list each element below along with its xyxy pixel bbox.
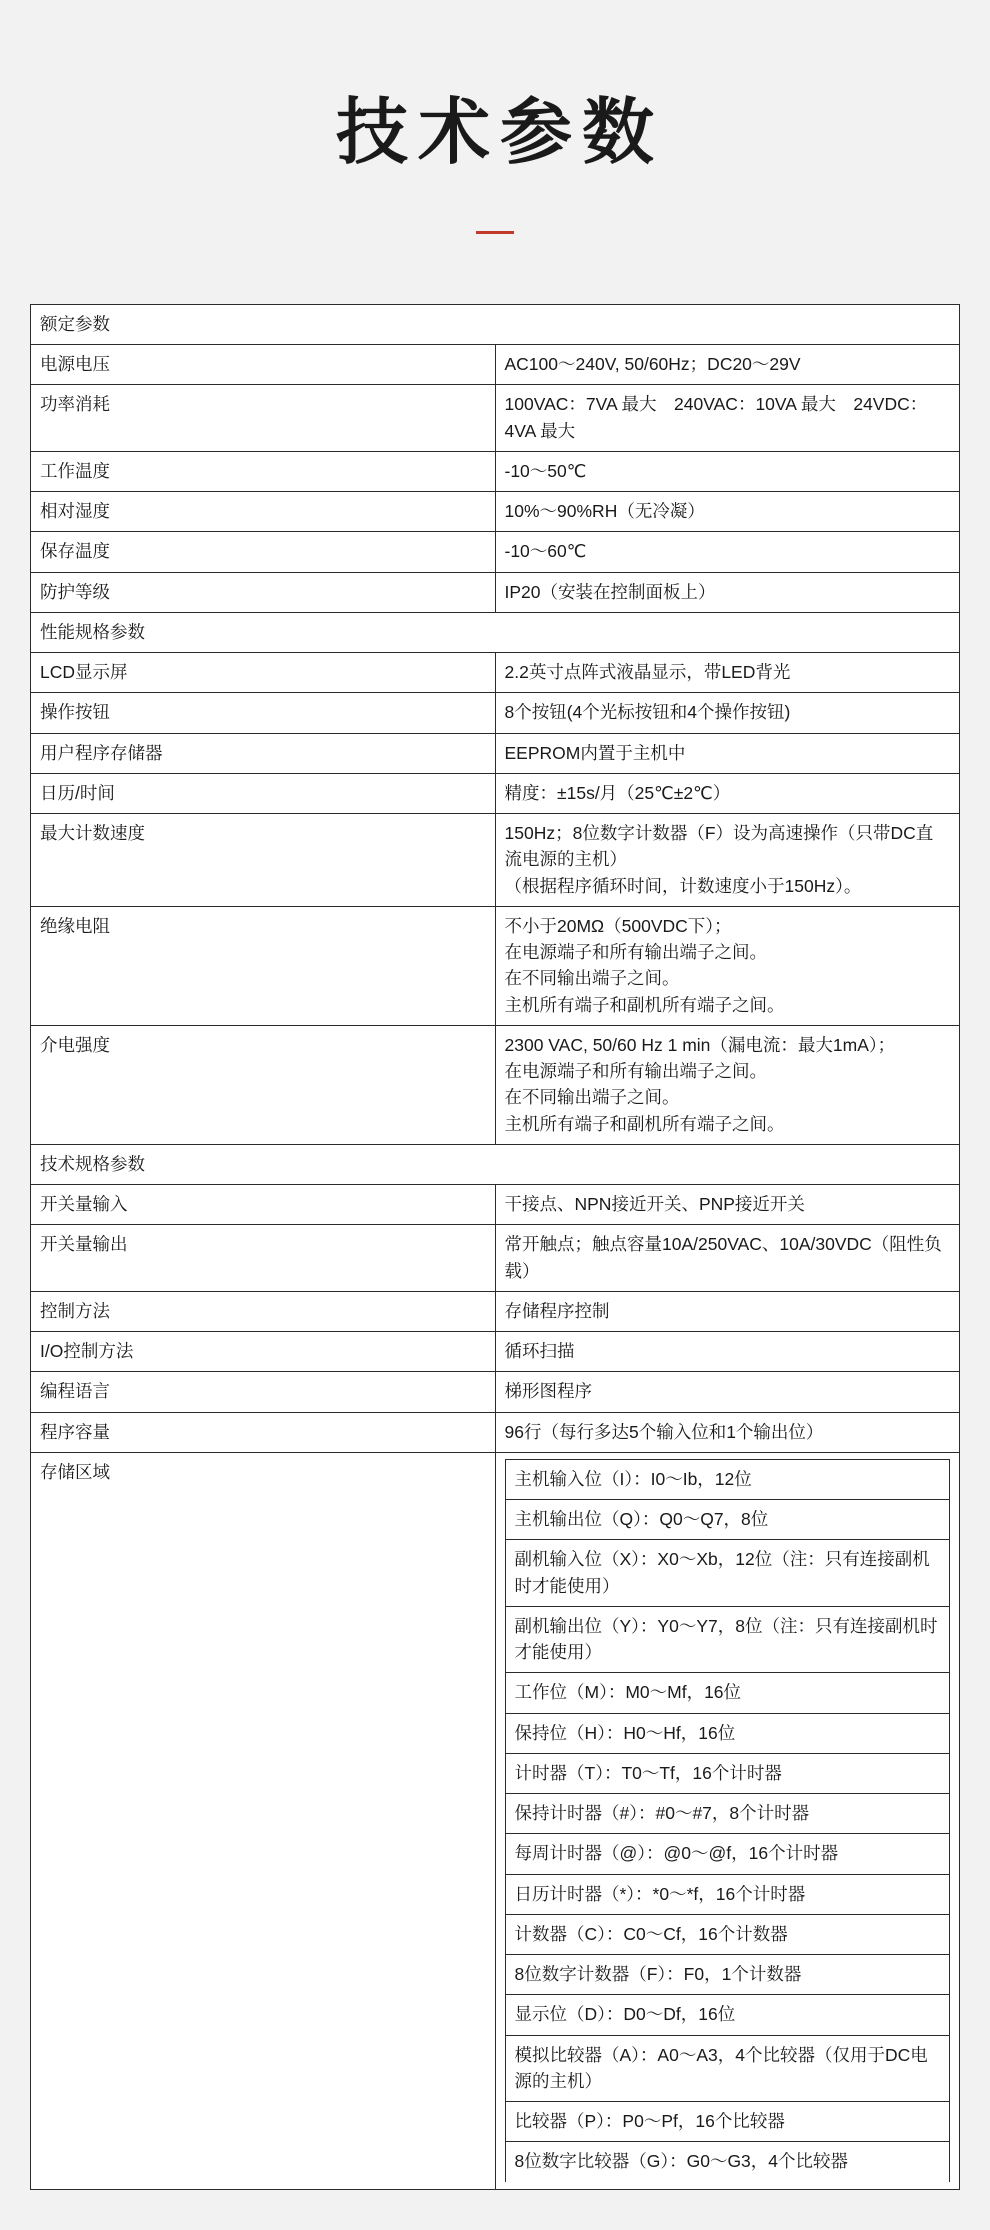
list-item-text: 日历计时器（*）：*0〜*f，16个计时器 <box>505 1874 950 1914</box>
list-item-text: 主机输入位（I）：I0〜Ib，12位 <box>505 1459 950 1499</box>
row-value <box>495 733 960 773</box>
row-value-line: 150Hz；8位数字计数器（F）设为高速操作（只带DC直流电源的主机） <box>504 823 934 870</box>
row-label: 日历/时间 <box>31 773 496 813</box>
row-value-line: 不小于20MΩ（500VDC下）； <box>504 915 732 936</box>
row-value-line: 在电源端子和所有输出端子之间。 <box>504 942 767 963</box>
row-label: 功率消耗 <box>31 385 496 452</box>
row-value-line: 在不同输出端子之间。 <box>504 968 680 989</box>
row-value <box>495 814 960 907</box>
row-label: LCD显示屏 <box>31 653 496 693</box>
row-value-line: IP20（安装在控制面板上） <box>504 581 716 602</box>
list-item-text: 8位数字计数器（F）：F0，1个计数器 <box>505 1955 950 1995</box>
list-item-text: 保持计时器（#）：#0〜#7，8个计时器 <box>505 1794 950 1834</box>
table-row <box>31 345 960 385</box>
row-value-line: 8个按钮(4个光标按钮和4个操作按钮) <box>504 702 791 723</box>
row-value-line: AC100〜240V, 50/60Hz；DC20〜29V <box>504 354 801 375</box>
memory-area-list <box>495 1452 960 2189</box>
row-value-line: -10〜50℃ <box>504 460 587 481</box>
row-value-line: 在不同输出端子之间。 <box>504 1087 680 1108</box>
list-item <box>505 2035 950 2102</box>
row-value <box>495 572 960 612</box>
row-label: 最大计数速度 <box>31 814 496 907</box>
table-row <box>31 1225 960 1292</box>
table-row <box>31 1412 960 1452</box>
row-value <box>495 653 960 693</box>
list-item-text: 计数器（C）：C0〜Cf，16个计数器 <box>505 1914 950 1954</box>
list-item-text: 每周计时器（@）：@0〜@f，16个计时器 <box>505 1834 950 1874</box>
list-item-text: 副机输出位（Y）：Y0〜Y7，8位（注：只有连接副机时才能使用） <box>505 1606 950 1673</box>
list-item-text: 工作位（M）：M0〜Mf，16位 <box>505 1673 950 1713</box>
list-item <box>505 2102 950 2142</box>
list-item-text: 保持位（H）：H0〜Hf，16位 <box>505 1713 950 1753</box>
table-row <box>31 814 960 907</box>
table-row <box>31 1025 960 1144</box>
row-label: 操作按钮 <box>31 693 496 733</box>
row-value-line: 10%〜90%RH（无冷凝） <box>504 501 705 522</box>
list-item <box>505 1540 950 1607</box>
table-row <box>31 773 960 813</box>
row-value <box>495 1332 960 1372</box>
row-value-line: 循环扫描 <box>504 1341 575 1362</box>
row-label: 保存温度 <box>31 532 496 572</box>
row-value-line: （根据程序循环时间，计数速度小于150Hz）。 <box>504 875 862 896</box>
spec-table <box>30 304 960 2190</box>
list-item-text: 副机输入位（X）：X0〜Xb，12位（注：只有连接副机时才能使用） <box>505 1540 950 1607</box>
row-label: 工作温度 <box>31 451 496 491</box>
section-title: 技术规格参数 <box>31 1144 960 1184</box>
row-value <box>495 1412 960 1452</box>
table-row <box>31 492 960 532</box>
list-item <box>505 1914 950 1954</box>
row-label: 电源电压 <box>31 345 496 385</box>
row-value-line: 主机所有端子和副机所有端子之间。 <box>504 994 785 1015</box>
row-value-line: 精度：±15s/月（25℃±2℃） <box>504 782 731 803</box>
row-value-line: 存储程序控制 <box>504 1300 610 1321</box>
row-label: 绝缘电阻 <box>31 906 496 1025</box>
table-section-row <box>31 304 960 344</box>
table-row <box>31 1372 960 1412</box>
row-value-line: 2300 VAC, 50/60 Hz 1 min（漏电流：最大1mA）； <box>504 1034 896 1055</box>
list-item <box>505 1500 950 1540</box>
list-item-text: 主机输出位（Q）：Q0〜Q7，8位 <box>505 1500 950 1540</box>
row-value <box>495 1291 960 1331</box>
table-row <box>31 693 960 733</box>
table-row <box>31 1185 960 1225</box>
list-item <box>505 2142 950 2182</box>
row-value <box>495 451 960 491</box>
row-value <box>495 773 960 813</box>
row-value <box>495 492 960 532</box>
row-value-line: 常开触点；触点容量10A/250VAC、10A/30VDC（阻性负载） <box>504 1234 942 1281</box>
table-row <box>31 653 960 693</box>
row-label: 控制方法 <box>31 1291 496 1331</box>
list-item-text: 比较器（P）：P0〜Pf，16个比较器 <box>505 2102 950 2142</box>
row-label: 程序容量 <box>31 1412 496 1452</box>
list-item-text: 8位数字比较器（G）：G0〜G3，4个比较器 <box>505 2142 950 2182</box>
row-value-line: 干接点、NPN接近开关、PNP接近开关 <box>504 1194 805 1215</box>
list-item <box>505 1713 950 1753</box>
row-label: 开关量输入 <box>31 1185 496 1225</box>
table-row <box>31 1291 960 1331</box>
list-item <box>505 1673 950 1713</box>
row-label: 编程语言 <box>31 1372 496 1412</box>
row-value <box>495 385 960 452</box>
list-item-text: 模拟比较器（A）：A0〜A3，4个比较器（仅用于DC电源的主机） <box>505 2035 950 2102</box>
row-label: I/O控制方法 <box>31 1332 496 1372</box>
row-value-line: 梯形图程序 <box>504 1381 592 1402</box>
row-value-line: 在电源端子和所有输出端子之间。 <box>504 1061 767 1082</box>
list-item-text: 计时器（T）：T0〜Tf，16个计时器 <box>505 1753 950 1793</box>
row-value <box>495 1372 960 1412</box>
row-value <box>495 906 960 1025</box>
list-item-text: 显示位（D）：D0〜Df，16位 <box>505 1995 950 2035</box>
section-title: 性能规格参数 <box>31 612 960 652</box>
title-block <box>0 0 990 234</box>
section-title: 额定参数 <box>31 304 960 344</box>
row-value <box>495 1225 960 1292</box>
page-title: 技术参数 <box>335 93 664 173</box>
row-value <box>495 345 960 385</box>
table-section-row <box>31 612 960 652</box>
row-label: 用户程序存储器 <box>31 733 496 773</box>
table-row-memory-area <box>31 1452 960 2189</box>
row-value-line: 96行（每行多达5个输入位和1个输出位） <box>504 1421 824 1442</box>
table-section-row <box>31 1144 960 1184</box>
list-item <box>505 1753 950 1793</box>
table-row <box>31 1332 960 1372</box>
list-item <box>505 1606 950 1673</box>
row-value <box>495 693 960 733</box>
list-item <box>505 1459 950 1499</box>
list-item <box>505 1955 950 1995</box>
spec-table-wrap <box>30 304 960 2190</box>
row-value-line: 主机所有端子和副机所有端子之间。 <box>504 1113 785 1134</box>
title-divider <box>476 231 514 234</box>
row-value <box>495 532 960 572</box>
table-row <box>31 572 960 612</box>
list-item <box>505 1995 950 2035</box>
list-item <box>505 1834 950 1874</box>
list-item <box>505 1794 950 1834</box>
table-row <box>31 385 960 452</box>
row-value-line: EEPROM内置于主机中 <box>504 742 686 763</box>
table-row <box>31 906 960 1025</box>
row-label: 相对湿度 <box>31 492 496 532</box>
row-label: 介电强度 <box>31 1025 496 1144</box>
table-row <box>31 733 960 773</box>
row-value <box>495 1025 960 1144</box>
row-label: 防护等级 <box>31 572 496 612</box>
row-label: 开关量输出 <box>31 1225 496 1292</box>
table-row <box>31 451 960 491</box>
table-row <box>31 532 960 572</box>
row-label: 存储区域 <box>31 1452 496 2189</box>
row-value-line: 100VAC：7VA 最大 240VAC：10VA 最大 24VDC：4VA 最大 <box>504 394 928 441</box>
row-value-line: 2.2英寸点阵式液晶显示，带LED背光 <box>504 662 791 683</box>
list-item <box>505 1874 950 1914</box>
row-value <box>495 1185 960 1225</box>
row-value-line: -10〜60℃ <box>504 541 587 562</box>
